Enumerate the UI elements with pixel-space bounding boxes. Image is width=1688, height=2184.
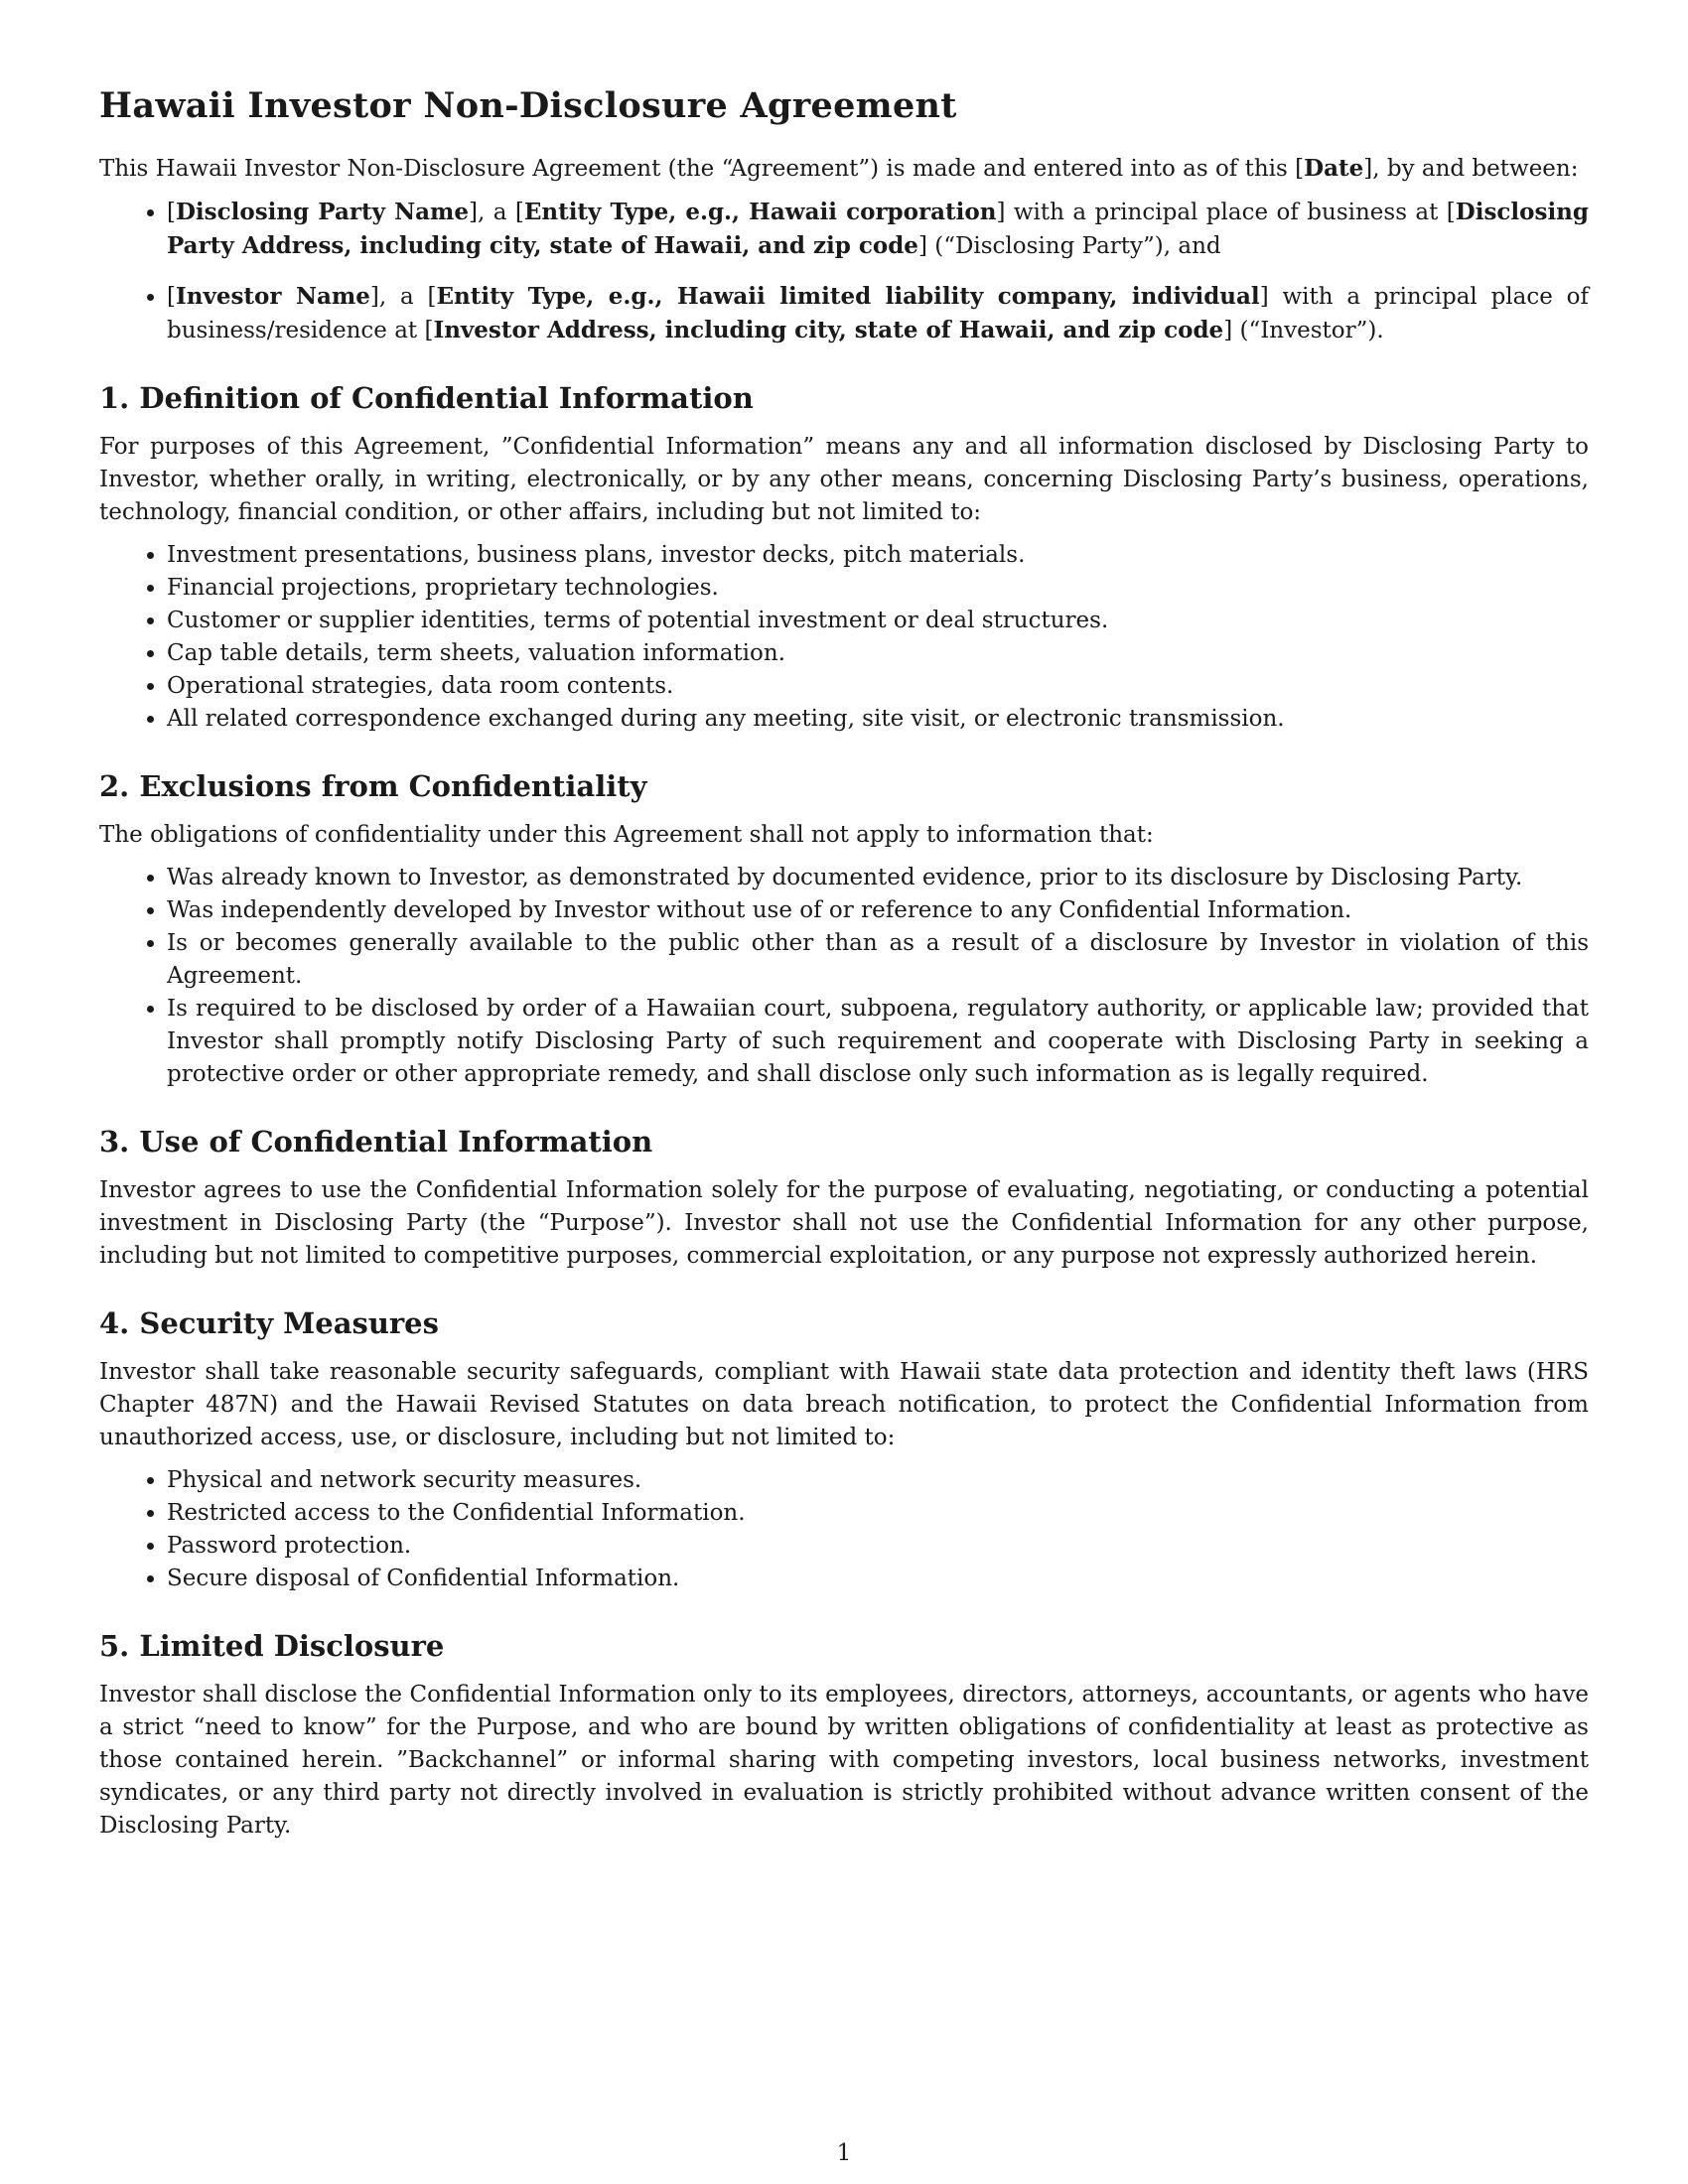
document-title: Hawaii Investor Non-Disclosure Agreement [99, 85, 957, 126]
party-text: ] (“Disclosing Party”), and [917, 233, 1221, 259]
section-body: Investor agrees to use the Confidential Information solely for the purpose of evaluating, negotiating, or conducting a potential investment in Disclosing Party (the “Purpose”). Investor shall not use the Confidential Information for any other purpose, including but not limited to competitive purposes, commercial exploitation, or any purpose not expressly authorized herein. [99, 1177, 1589, 1269]
party-text: ], a [ [369, 284, 437, 310]
party-investor [167, 280, 1589, 347]
party-name-placeholder: Investor Name [175, 283, 370, 310]
list-item: • Is required to be disclosed by order of a Hawaiian court, subpoena, regulatory authority, or applicable law; provided that Investor shall promptly notify Disclosing Party of such requirement and cooperate with Disclosing Party in seeking a protective order or other appropriate remedy, and shall disclose only such information as is legally required. [167, 993, 1589, 1091]
party-text: ] with a principal place of business/residence at [ [167, 284, 1590, 343]
intro-paragraph [99, 152, 1589, 186]
party-text: [ [167, 200, 176, 225]
section-heading: 1. Definition of Confidential Information [99, 381, 754, 415]
section-body: Investor shall disclose the Confidential Information only to its employees, directors, attorneys, accountants, or agents who have a strict “need to know” for the Purpose, and who are bound by written obligations of confidentiality at least as protective as those contained herein. ”Backchannel” or informal sharing with competing investors, local business networks, investment syndicates, or any third party not directly involved in evaluation is strictly prohibited without advance written consent of the Disclosing Party. [99, 1682, 1589, 1839]
party-name-placeholder: Disclosing Party Name [175, 199, 469, 225]
document-page [99, 85, 1589, 1843]
list-item: • Financial projections, proprietary technologies. [167, 572, 1589, 605]
list-item: • All related correspondence exchanged during any meeting, site visit, or electronic transmission. [167, 703, 1589, 736]
section-heading: 2. Exclusions from Confidentiality [99, 769, 647, 803]
list-item: • Cap table details, term sheets, valuation information. [167, 637, 1589, 670]
party-text: ], a [ [469, 200, 524, 225]
section-body: The obligations of confidentiality under this Agreement shall not apply to information that: [99, 822, 1154, 848]
address-placeholder: Investor Address, including city, state of Hawaii, and zip code [433, 317, 1224, 343]
entity-type-placeholder: Entity Type, e.g., Hawaii limited liability company, individual [436, 283, 1260, 310]
parties-list [99, 196, 1589, 347]
party-text: ] with a principal place of business at [ [996, 200, 1456, 225]
list-item: • Investment presentations, business plans, investor decks, pitch materials. [167, 539, 1589, 572]
section-body: For purposes of this Agreement, ”Confidential Information” means any and all information disclosed by Disclosing Party to Investor, whether orally, in writing, electronically, or by any other means, concerning Disclosing Party’s business, operations, technology, financial condition, or other affairs, including but not limited to: [99, 434, 1589, 525]
list-item: • Physical and network security measures. [167, 1464, 1589, 1497]
section-heading: 3. Use of Confidential Information [99, 1125, 653, 1159]
section-list [99, 539, 1589, 736]
intro-text-pre: This Hawaii Investor Non-Disclosure Agreement (the “Agreement”) is made and entered into as of this [ [99, 156, 1305, 182]
list-item: • Restricted access to the Confidential Information. [167, 1497, 1589, 1530]
list-item: • Secure disposal of Confidential Information. [167, 1563, 1589, 1595]
page-number: 1 [836, 2140, 852, 2166]
party-text: ] (“Investor”). [1223, 318, 1384, 343]
date-placeholder: Date [1304, 155, 1364, 182]
list-item: • Is or becomes generally available to the public other than as a result of a disclosure by Investor in violation of this Agreement. [167, 927, 1589, 993]
intro-text-post: ], by and between: [1363, 156, 1579, 182]
section-list [99, 1464, 1589, 1595]
party-text: [ [167, 284, 176, 310]
address-placeholder: Disclosing Party Address, including city, state of Hawaii, and zip code [167, 199, 1589, 259]
section-heading: 4. Security Measures [99, 1306, 439, 1340]
section-heading: 5. Limited Disclosure [99, 1629, 445, 1663]
list-item: • Was independently developed by Investor without use of or reference to any Confidential Information. [167, 894, 1589, 927]
list-item: • Password protection. [167, 1530, 1589, 1563]
section-body: Investor shall take reasonable security safeguards, compliant with Hawaii state data protection and identity theft laws (HRS Chapter 487N) and the Hawaii Revised Statutes on data breach notification, to protect the Confidential Information from unauthorized access, use, or disclosure, including but not limited to: [99, 1359, 1589, 1450]
entity-type-placeholder: Entity Type, e.g., Hawaii corporation [523, 199, 997, 225]
list-item: • Operational strategies, data room contents. [167, 670, 1589, 703]
party-disclosing [167, 196, 1589, 263]
list-item: • Was already known to Investor, as demonstrated by documented evidence, prior to its disclosure by Disclosing Party. [167, 862, 1589, 894]
list-item: • Customer or supplier identities, terms of potential investment or deal structures. [167, 605, 1589, 637]
sections-container [99, 381, 1589, 1843]
section-list [99, 862, 1589, 1091]
